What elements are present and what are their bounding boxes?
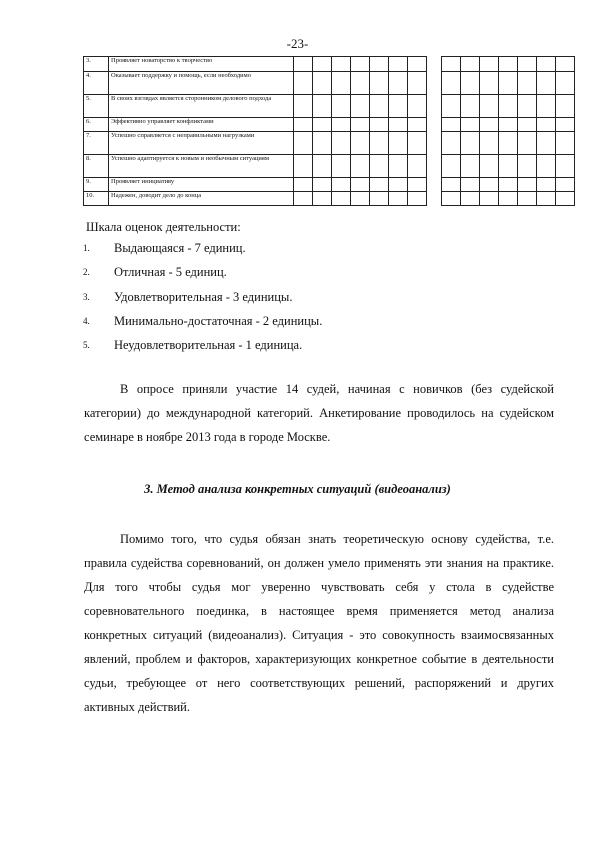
- score-cell: [332, 132, 351, 155]
- score-cell: [370, 155, 389, 178]
- score-cell: [518, 72, 537, 95]
- score-cell: [408, 155, 427, 178]
- score-cell: [480, 155, 499, 178]
- column-gap: [427, 155, 442, 178]
- score-cell: [518, 118, 537, 132]
- score-cell: [537, 118, 556, 132]
- score-cell: [389, 95, 408, 118]
- row-number: 5.: [84, 95, 109, 118]
- score-cell: [351, 132, 370, 155]
- score-cell: [332, 178, 351, 192]
- score-cell: [408, 95, 427, 118]
- score-cell: [370, 95, 389, 118]
- scale-item-number: 5.: [83, 340, 90, 351]
- score-cell: [332, 95, 351, 118]
- score-cell: [408, 72, 427, 95]
- score-cell: [370, 178, 389, 192]
- row-criterion: В своих взглядах является сторонником делового подхода: [109, 95, 294, 118]
- score-cell: [480, 132, 499, 155]
- scale-item-number: 2.: [83, 267, 90, 278]
- score-cell: [442, 118, 461, 132]
- score-cell: [480, 178, 499, 192]
- score-cell: [313, 132, 332, 155]
- score-cell: [499, 132, 518, 155]
- score-cell: [556, 118, 575, 132]
- score-cell: [294, 95, 313, 118]
- score-cell: [461, 95, 480, 118]
- table-row: [84, 178, 575, 192]
- score-cell: [313, 192, 332, 206]
- score-cell: [294, 132, 313, 155]
- score-cell: [480, 95, 499, 118]
- row-criterion: Успешно справляется с неправильными нагрузками: [109, 132, 294, 155]
- row-number: 7.: [84, 132, 109, 155]
- section-title: 3. Метод анализа конкретных ситуаций (видеоанализ): [144, 482, 451, 496]
- score-cell: [408, 192, 427, 206]
- score-cell: [461, 118, 480, 132]
- row-criterion: Успешно адаптируется к новым и необычным ситуациям: [109, 155, 294, 178]
- score-cell: [556, 72, 575, 95]
- table-row: [84, 72, 575, 95]
- survey-paragraph: [84, 377, 554, 449]
- score-cell: [499, 57, 518, 72]
- score-cell: [480, 118, 499, 132]
- score-cell: [351, 192, 370, 206]
- score-cell: [461, 132, 480, 155]
- score-cell: [480, 72, 499, 95]
- score-cell: [351, 95, 370, 118]
- scale-item-number: 1.: [83, 243, 90, 253]
- scale-heading: Шкала оценок деятельности:: [86, 220, 241, 234]
- column-gap: [427, 132, 442, 155]
- column-gap: [427, 118, 442, 132]
- score-cell: [499, 95, 518, 118]
- score-cell: [351, 72, 370, 95]
- table-row: [84, 57, 575, 72]
- score-cell: [389, 192, 408, 206]
- score-cell: [294, 192, 313, 206]
- score-cell: [389, 118, 408, 132]
- score-cell: [370, 132, 389, 155]
- survey-paragraph-text: В опросе приняли участие 14 судей, начиная с новичков (без судейской категории) до международной категорий. Анкетирование проводилось на судейском семинаре в ноябре 2013 года в городе Москве.: [84, 382, 554, 444]
- score-cell: [556, 95, 575, 118]
- score-cell: [499, 72, 518, 95]
- score-cell: [408, 118, 427, 132]
- score-cell: [351, 57, 370, 72]
- score-cell: [442, 178, 461, 192]
- scale-item-text: Удовлетворительная - 3 единицы.: [114, 289, 293, 304]
- rating-table: [83, 56, 575, 206]
- score-cell: [294, 72, 313, 95]
- score-cell: [556, 155, 575, 178]
- score-cell: [499, 118, 518, 132]
- score-cell: [313, 155, 332, 178]
- score-cell: [556, 57, 575, 72]
- row-number: 3.: [84, 57, 109, 72]
- score-cell: [518, 57, 537, 72]
- score-cell: [313, 72, 332, 95]
- score-cell: [370, 118, 389, 132]
- score-cell: [442, 72, 461, 95]
- table-row: [84, 192, 575, 206]
- score-cell: [537, 95, 556, 118]
- score-cell: [556, 132, 575, 155]
- score-cell: [461, 72, 480, 95]
- score-cell: [408, 132, 427, 155]
- score-cell: [332, 192, 351, 206]
- method-paragraph: [84, 527, 554, 719]
- score-cell: [518, 155, 537, 178]
- score-cell: [408, 178, 427, 192]
- table-row: [84, 132, 575, 155]
- score-cell: [537, 72, 556, 95]
- score-cell: [518, 178, 537, 192]
- score-cell: [461, 192, 480, 206]
- score-cell: [408, 57, 427, 72]
- score-cell: [370, 57, 389, 72]
- row-criterion: Проявляет новаторство к творчество: [109, 57, 294, 72]
- score-cell: [461, 155, 480, 178]
- score-cell: [442, 192, 461, 206]
- score-cell: [389, 132, 408, 155]
- score-cell: [332, 72, 351, 95]
- row-criterion: Проявляет инициативу: [109, 178, 294, 192]
- score-cell: [537, 178, 556, 192]
- score-cell: [389, 57, 408, 72]
- score-cell: [351, 118, 370, 132]
- score-cell: [313, 178, 332, 192]
- score-cell: [370, 72, 389, 95]
- row-number: 4.: [84, 72, 109, 95]
- column-gap: [427, 72, 442, 95]
- score-cell: [537, 155, 556, 178]
- score-cell: [294, 57, 313, 72]
- row-criterion: Оказывает поддержку и помощь, если необходимо: [109, 72, 294, 95]
- score-cell: [537, 132, 556, 155]
- score-cell: [518, 95, 537, 118]
- scale-item-text: Выдающаяся - 7 единиц.: [114, 241, 246, 255]
- score-cell: [537, 192, 556, 206]
- score-cell: [461, 178, 480, 192]
- score-cell: [442, 155, 461, 178]
- row-number: 6.: [84, 118, 109, 132]
- score-cell: [389, 155, 408, 178]
- score-cell: [499, 192, 518, 206]
- score-cell: [294, 155, 313, 178]
- scale-item-text: Минимально-достаточная - 2 единицы.: [114, 313, 323, 328]
- score-cell: [332, 57, 351, 72]
- method-paragraph-text: Помимо того, что судья обязан знать теоретическую основу судейства, т.е. правила судейства соревнований, он должен умело применять эти знания на практике. Для того чтобы судья мог уверенно чувствовать себя у стола в судействе соревновательного поединка, в настоящее время применяется метод анализа конкретных ситуаций (видеоанализ). Ситуация - это совокупность взаимосвязанных явлений, проблем и факторов, характеризующих конкретное событие в деятельности судьи, требующее от него соответствующих решений, распоряжений и других активных действий.: [84, 532, 554, 714]
- score-cell: [442, 95, 461, 118]
- table-row: [84, 155, 575, 178]
- score-cell: [556, 192, 575, 206]
- column-gap: [427, 95, 442, 118]
- scale-item-number: 4.: [83, 315, 90, 326]
- score-cell: [313, 95, 332, 118]
- score-cell: [499, 155, 518, 178]
- score-cell: [442, 57, 461, 72]
- column-gap: [427, 192, 442, 206]
- score-cell: [313, 57, 332, 72]
- score-cell: [313, 118, 332, 132]
- row-number: 8.: [84, 155, 109, 178]
- scale-item-number: 3.: [83, 291, 90, 302]
- table-row: [84, 95, 575, 118]
- page-number: -23-: [286, 36, 309, 51]
- score-cell: [480, 192, 499, 206]
- score-cell: [332, 118, 351, 132]
- row-criterion: Эффективно управляет конфликтами: [109, 118, 294, 132]
- scale-item-text: Отличная - 5 единиц.: [114, 265, 227, 280]
- column-gap: [427, 57, 442, 72]
- score-cell: [351, 155, 370, 178]
- score-cell: [442, 132, 461, 155]
- score-cell: [370, 192, 389, 206]
- row-number: 10.: [84, 192, 109, 206]
- column-gap: [427, 178, 442, 192]
- score-cell: [294, 118, 313, 132]
- scale-item-text: Неудовлетворительная - 1 единица.: [114, 338, 303, 353]
- score-cell: [556, 178, 575, 192]
- score-cell: [461, 57, 480, 72]
- score-cell: [480, 57, 499, 72]
- score-cell: [499, 178, 518, 192]
- score-cell: [332, 155, 351, 178]
- score-cell: [389, 178, 408, 192]
- score-cell: [537, 57, 556, 72]
- score-cell: [518, 132, 537, 155]
- score-cell: [518, 192, 537, 206]
- row-number: 9.: [84, 178, 109, 192]
- score-cell: [294, 178, 313, 192]
- row-criterion: Надежен, доводит дело до конца: [109, 192, 294, 206]
- table-row: [84, 118, 575, 132]
- score-cell: [389, 72, 408, 95]
- score-cell: [351, 178, 370, 192]
